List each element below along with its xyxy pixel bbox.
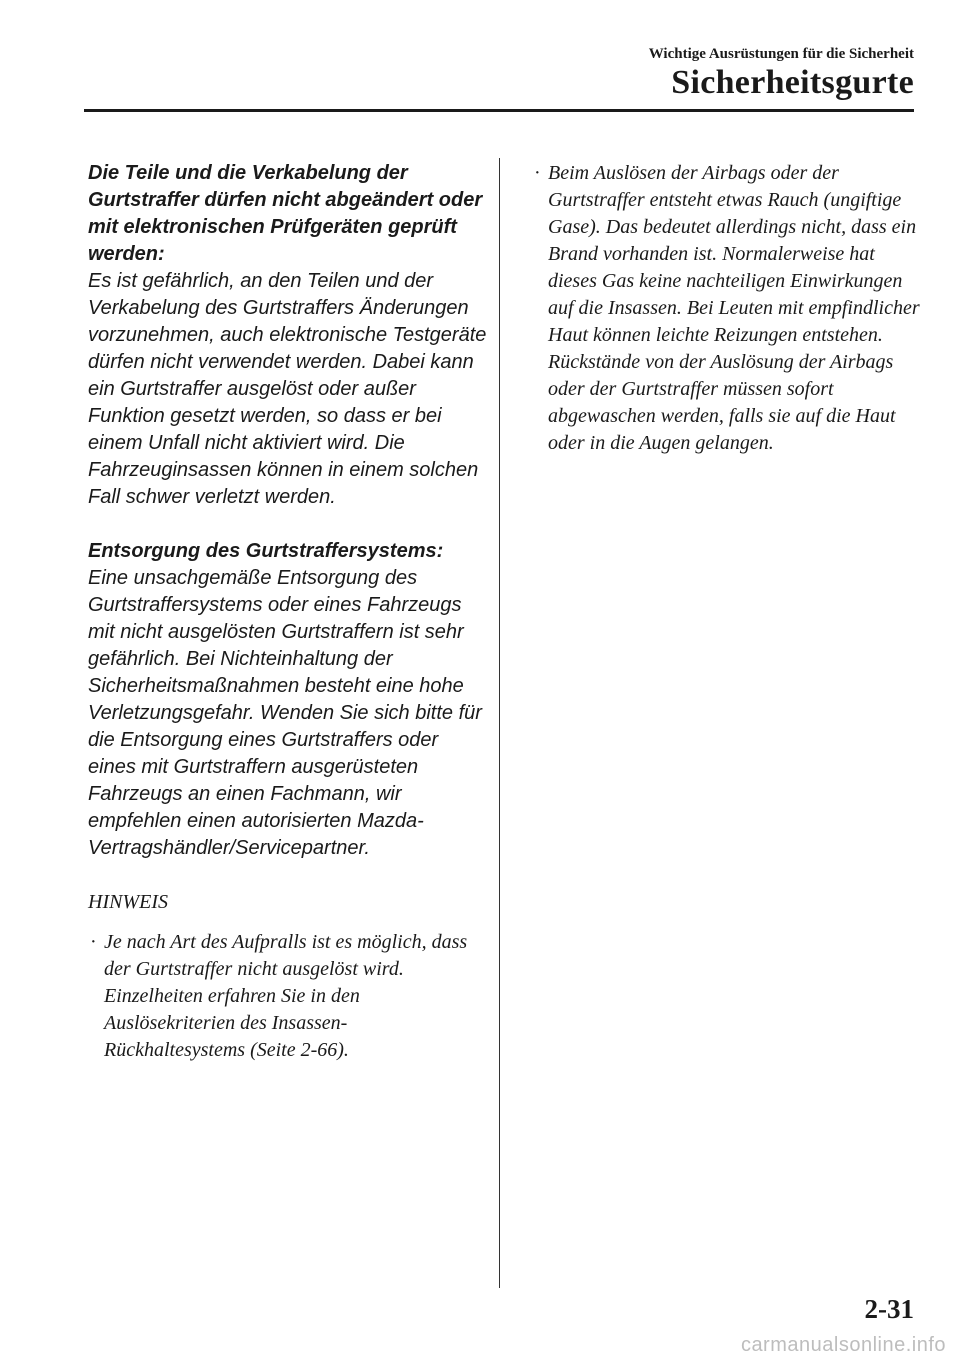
note-bullet-text: Beim Auslösen der Airbags oder der Gurtstraffer entsteht etwas Rauch (ungiftige Gase). Das bedeutet allerdings nicht, dass ein Brand vorhanden ist. Normalerweise hat dieses Gas keine nachteiligen Einwirkungen auf die Insassen. Bei Leuten mit empfindlicher Haut können leichte Reizungen entstehen. Rückstände von der Auslösung der Airbags oder der Gurtstraffer müssen sofort abgewaschen werden, falls sie auf die Haut oder in die Augen gelangen. [548,162,920,454]
warning-block-modification [88,160,488,511]
right-column [534,160,924,457]
page-title: Sicherheitsgurte [671,64,914,101]
note-bullet-item [534,160,924,457]
warning-text-disposal: Eine unsachgemäße Entsorgung des Gurtstraffersystems oder eines Fahrzeugs mit nicht ausgelösten Gurtstraffern ist sehr gefährlich. Bei Nichteinhaltung der Sicherheitsmaßnahmen besteht eine hohe Verletzungsgefahr. Wenden Sie sich bitte für die Entsorgung eines Gurtstraffers oder eines mit Gurtstraffern ausgerüsteten Fahrzeugs an einen Fachmann, wir empfehlen einen autorisierten Mazda-Vertragshändler/Servicepartner. [88,567,482,859]
note-bullet-text: Je nach Art des Aufpralls ist es möglich, dass der Gurtstraffer nicht ausgelöst wird. Einzelheiten erfahren Sie in den Auslösekriterien des Insassen-Rückhaltesystems (Seite 2-66). [104,931,468,1061]
spacer [88,511,488,538]
bullet-dot-icon: · [90,931,97,953]
warning-title-disposal: Entsorgung des Gurtstraffersystems: [88,540,444,562]
warning-block-disposal [88,538,488,862]
warning-text-modification: Es ist gefährlich, an den Teilen und der Verkabelung des Gurtstraffers Änderungen vorzunehmen, auch elektronische Testgeräte dürfen nicht verwendet werden. Dabei kann ein Gurtstraffer ausgelöst oder außer Funktion gesetzt werden, so dass er bei einem Unfall nicht aktiviert wird. Die Fahrzeuginsassen können in einem solchen Fall schwer verletzt werden. [88,270,487,508]
section-subtitle: Wichtige Ausrüstungen für die Sicherheit [648,46,914,62]
watermark: carmanualsonline.info [740,1334,946,1356]
warning-title-modification: Die Teile und die Verkabelung der Gurtstraffer dürfen nicht abgeändert oder mit elektronischen Prüfgeräten geprüft werden: [88,162,483,265]
page-number: 2-31 [864,1294,914,1324]
header-divider [84,109,914,112]
note-bullet-item [90,929,488,1064]
note-heading: HINWEIS [88,891,168,913]
left-column [88,160,488,1064]
column-divider [499,158,500,1288]
bullet-dot-icon: · [534,162,541,184]
